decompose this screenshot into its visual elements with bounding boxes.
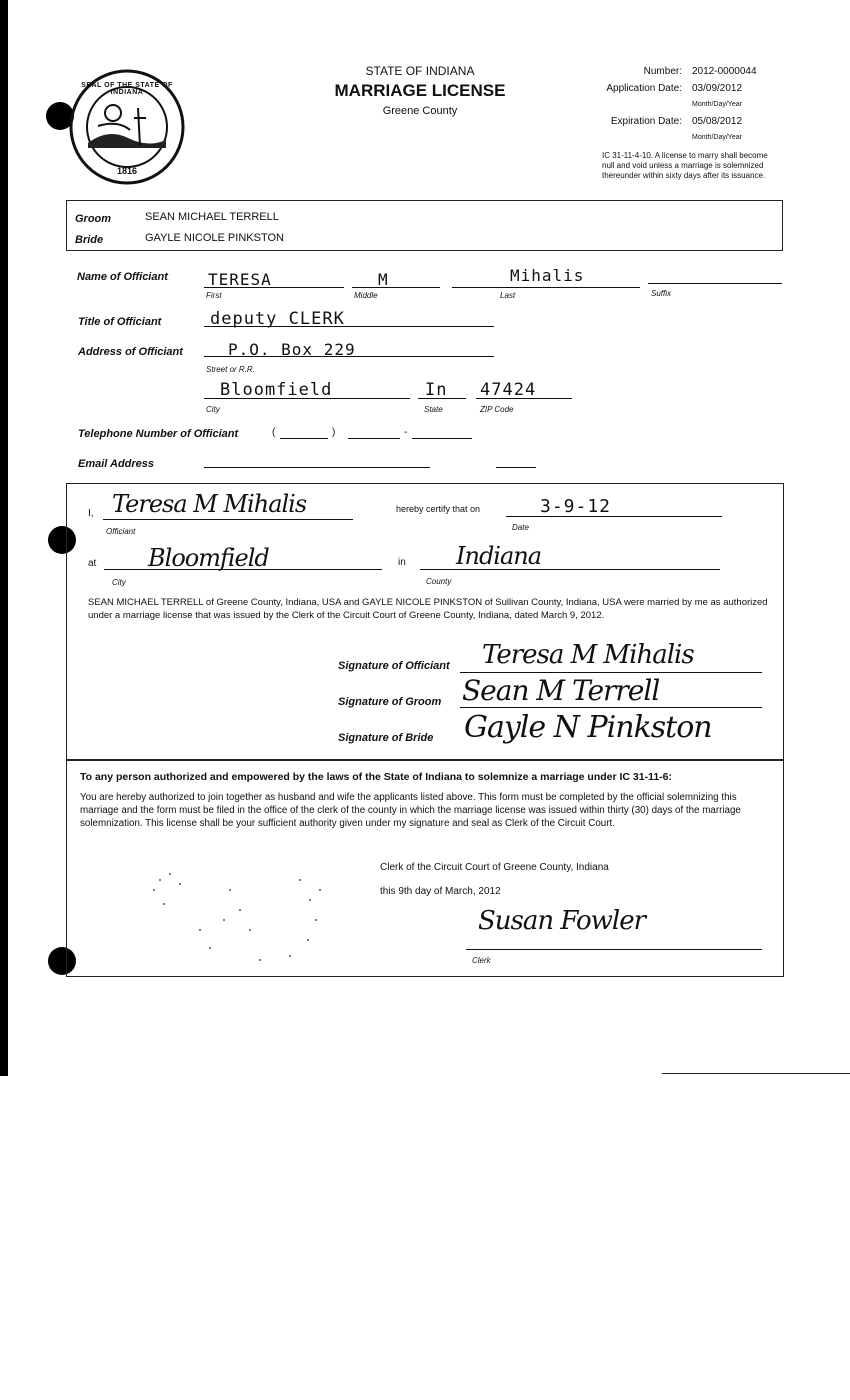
state-name: STATE OF INDIANA: [365, 64, 475, 78]
middle-caption: Middle: [354, 291, 378, 300]
officiant-zip: 47424: [480, 380, 537, 400]
marriage-city: Bloomfield: [148, 544, 269, 572]
authorization-heading: To any person authorized and empowered by the laws of the State of Indiana to solemnize a marriage under IC 31-11-6:: [80, 771, 673, 783]
groom-signature: Sean M Terrell: [462, 674, 660, 707]
marriage-date: 3-9-12: [540, 496, 612, 517]
officiant-title-label: Title of Officiant: [78, 316, 162, 328]
officiant-title: deputy CLERK: [210, 309, 345, 329]
officiant-street: P.O. Box 229: [228, 340, 356, 359]
date-caption: Date: [512, 523, 529, 532]
officiant-last-name: Mihalis: [510, 266, 585, 285]
officiant-signature: Teresa M Mihalis: [482, 640, 694, 670]
groom-label: Groom: [75, 213, 112, 225]
state-seal: [68, 68, 186, 186]
bride-label: Bride: [75, 234, 104, 246]
suffix-caption: Suffix: [651, 289, 672, 298]
clerk-caption: Clerk: [472, 956, 491, 965]
phone-dash: -: [404, 427, 408, 438]
email-label: Email Address: [78, 458, 155, 470]
clerk-seal-impression-icon: [140, 860, 340, 970]
at-label: at: [88, 558, 97, 569]
officiant-signature-label: Signature of Officiant: [338, 660, 450, 672]
officiant-city: Bloomfield: [220, 380, 333, 400]
phone-close-paren: ): [332, 427, 336, 438]
officiant-first-name: TERESA: [208, 270, 272, 289]
license-number: 2012-0000044: [692, 66, 757, 77]
city-caption: City: [206, 405, 220, 414]
officiant-name-label: Name of Officiant: [77, 271, 168, 283]
officiant-address-label: Address of Officiant: [78, 346, 183, 358]
issue-date-line: this 9th day of March, 2012: [380, 886, 501, 897]
officiant-state: In: [425, 380, 448, 400]
expiration-date: 05/08/2012: [692, 116, 743, 127]
certify-text: hereby certify that on: [396, 504, 481, 514]
seal-year: 1816: [116, 166, 138, 176]
county-name: Greene County: [382, 105, 458, 117]
bride-signature-label: Signature of Bride: [338, 732, 434, 744]
clerk-court-line: Clerk of the Circuit Court of Greene County, Indiana: [380, 862, 609, 873]
bride-name: GAYLE NICOLE PINKSTON: [145, 232, 284, 244]
application-date-label: Application Date:: [606, 83, 682, 94]
document-title: MARRIAGE LICENSE: [334, 81, 506, 100]
bride-signature: Gayle N Pinkston: [464, 710, 712, 745]
phone-open-paren: (: [272, 427, 276, 438]
scan-edge-left: [0, 0, 8, 1076]
marriage-statement: SEAN MICHAEL TERRELL of Greene County, Indiana, USA and GAYLE NICOLE PINKSTON of Sullivan County, Indiana, USA were married by me as authorized under a marriage license that was issued by the Clerk of the Circuit Court of Greene County, Indiana, dated March 9, 2012.: [88, 597, 768, 621]
authorization-body: You are hereby authorized to join together as husband and wife the applicants listed above. This form must be completed by the official solemnizing this marriage and the form must be filed in the office of the clerk of the county in which the marriage license was issued within thirty (30) days of the marriage solemnization. This license shall be your sufficient authority given under my signature and seal as Clerk of the Circuit Court.: [80, 792, 741, 829]
certifying-officiant-signature: Teresa M Mihalis: [112, 490, 307, 518]
marriage-county: Indiana: [456, 542, 542, 570]
officiant-caption: Officiant: [106, 527, 136, 536]
number-label: Number:: [643, 66, 682, 77]
officiant-middle-name: M: [378, 270, 389, 289]
street-caption: Street or R.R.: [206, 365, 255, 374]
date-format-caption-2: Month/Day/Year: [692, 134, 742, 141]
marriage-city-caption: City: [112, 578, 126, 587]
application-date: 03/09/2012: [692, 83, 743, 94]
last-caption: Last: [500, 291, 516, 300]
i-label: I,: [88, 508, 94, 519]
state-caption: State: [424, 405, 443, 414]
clerk-signature: Susan Fowler: [478, 906, 646, 936]
in-label: in: [398, 557, 406, 568]
first-caption: First: [206, 291, 222, 300]
groom-signature-label: Signature of Groom: [338, 696, 442, 708]
telephone-label: Telephone Number of Officiant: [78, 428, 239, 440]
expiration-date-label: Expiration Date:: [610, 116, 682, 127]
validity-notice: IC 31-11-4-10. A license to marry shall become null and void unless a marriage is solemnized thereunder within sixty days after its issuance.: [602, 151, 768, 180]
county-caption: County: [426, 577, 452, 586]
date-format-caption: Month/Day/Year: [692, 101, 742, 108]
zip-caption: ZIP Code: [480, 405, 514, 414]
seal-text: SEAL OF THE STATE OF INDIANA: [81, 82, 173, 96]
groom-name: SEAN MICHAEL TERRELL: [145, 211, 279, 223]
